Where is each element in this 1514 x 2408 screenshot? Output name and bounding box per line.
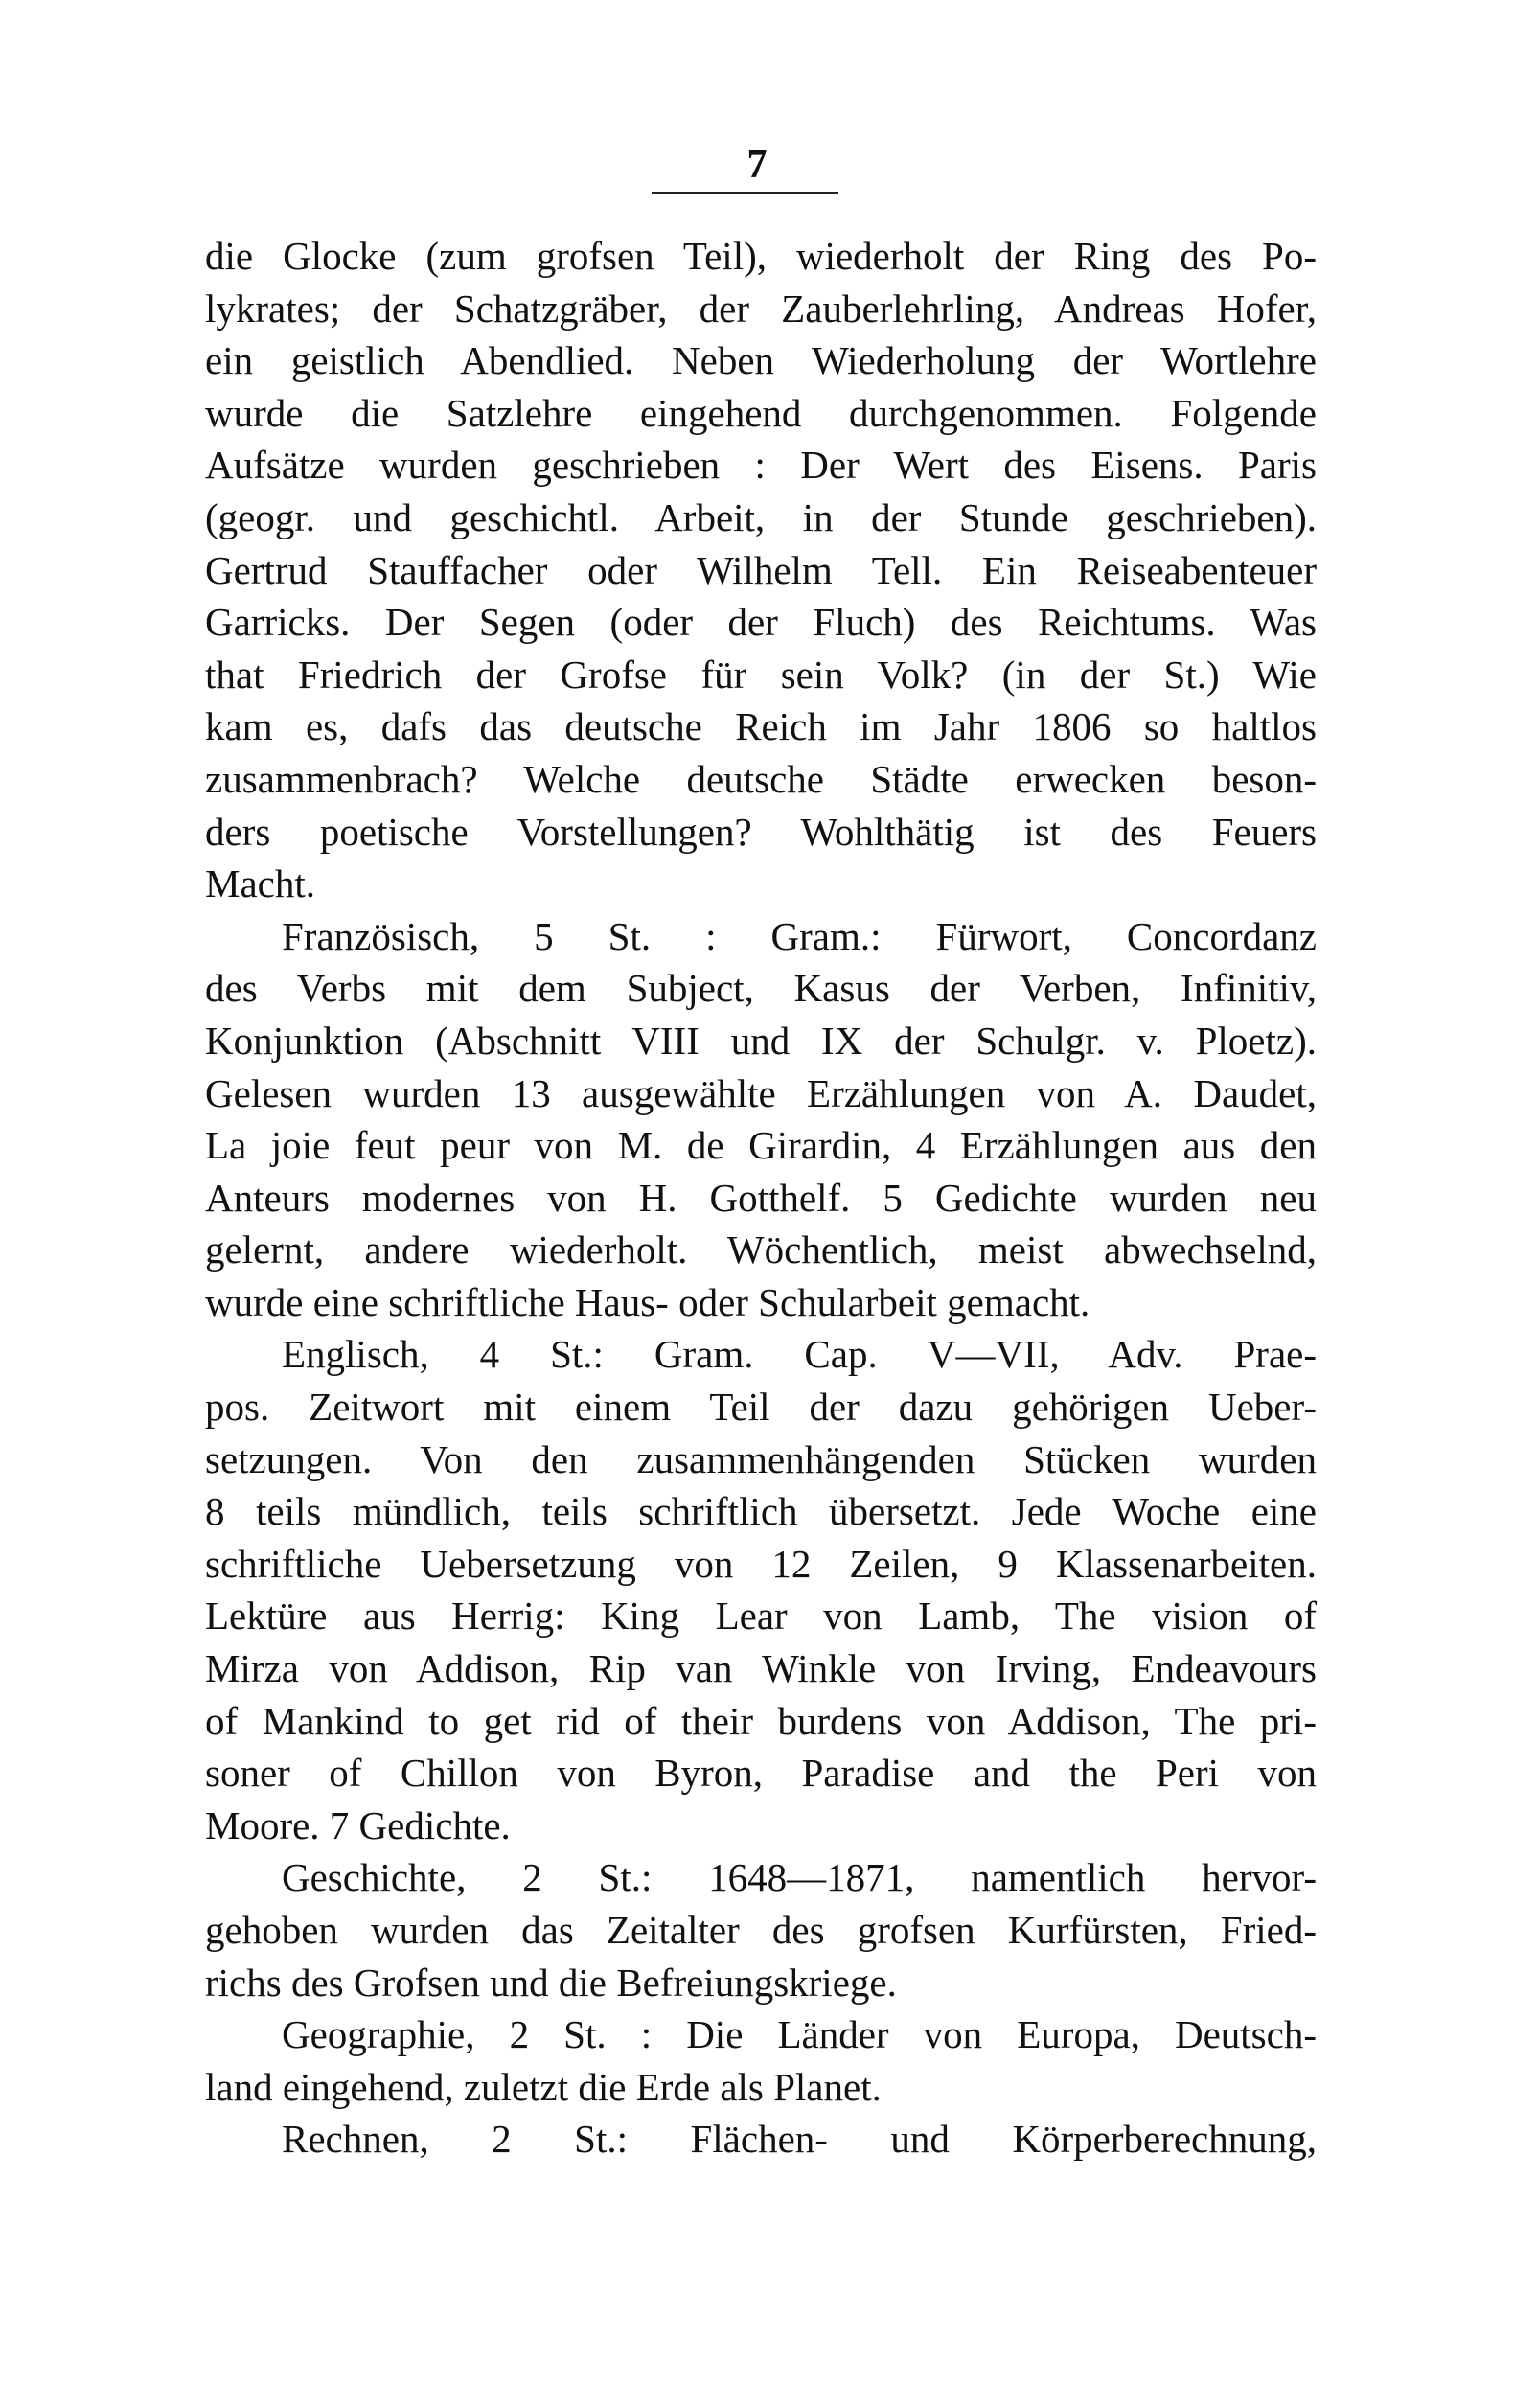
text-line: die Glocke (zum grofsen Teil), wiederholt der Ring des Po- (205, 234, 1317, 278)
text-line: Anteurs modernes von H. Gotthelf. 5 Gedichte wurden neu (205, 1175, 1317, 1220)
text-line: land eingehend, zuletzt die Erde als Planet. (205, 2064, 882, 2109)
text-line: Lektüre aus Herrig: King Lear von Lamb, The vision of (205, 1594, 1317, 1639)
text-line: of Mankind to get rid of their burdens von Addison, The pri- (205, 1698, 1317, 1743)
text-line: ein geistlich Abendlied. Neben Wiederholung der Wortlehre (205, 338, 1317, 383)
text-line: Konjunktion (Abschnitt VIII und IX der Schulgr. v. Ploetz). (205, 1018, 1317, 1063)
text-line: wurde eine schriftliche Haus- oder Schularbeit gemacht. (205, 1279, 1090, 1324)
section-heading-line: Englisch, 4 St.: Gram. Cap. V—VII, Adv. Prae- (282, 1332, 1317, 1377)
text-line: Aufsätze wurden geschrieben : Der Wert des Eisens. Paris (205, 443, 1317, 488)
page-number: 7 (746, 143, 768, 187)
text-line: La joie feut peur von M. de Girardin, 4 Erzählungen aus den (205, 1123, 1317, 1168)
text-line: Macht. (205, 861, 315, 906)
section-heading-line: Geschichte, 2 St.: 1648—1871, namentlich hervor- (282, 1855, 1317, 1900)
text-line: pos. Zeitwort mit einem Teil der dazu gehörigen Ueber- (205, 1385, 1317, 1430)
text-line: Moore. 7 Gedichte. (205, 1802, 511, 1847)
text-line: Gelesen wurden 13 ausgewählte Erzählungen von A. Daudet, (205, 1070, 1317, 1115)
section-heading-line: Geographie, 2 St. : Die Länder von Europa, Deutsch- (282, 2012, 1317, 2057)
text-line: kam es, dafs das deutsche Reich im Jahr 1806 so haltlos (205, 704, 1317, 749)
text-line: that Friedrich der Grofse für sein Volk? (in der St.) Wie (205, 652, 1317, 697)
section-heading-line: Französisch, 5 St. : Gram.: Fürwort, Concordanz (282, 913, 1317, 958)
text-line: soner of Chillon von Byron, Paradise and the Peri von (205, 1751, 1317, 1796)
text-line: lykrates; der Schatzgräber, der Zauberlehrling, Andreas Hofer, (205, 286, 1317, 331)
text-line: des Verbs mit dem Subject, Kasus der Verben, Infinitiv, (205, 966, 1317, 1011)
text-line: Garricks. Der Segen (oder der Fluch) des Reichtums. Was (205, 600, 1317, 645)
text-line: Gertrud Stauffacher oder Wilhelm Tell. Ein Reiseabenteuer (205, 547, 1317, 592)
text-line: richs des Grofsen und die Befreiungskriege. (205, 1960, 897, 2005)
text-line: ders poetische Vorstellungen? Wohlthätig ist des Feuers (205, 809, 1317, 854)
section-heading-line: Rechnen, 2 St.: Flächen- und Körperberechnung, (282, 2117, 1317, 2162)
text-line: setzungen. Von den zusammenhängenden Stücken wurden (205, 1436, 1317, 1481)
text-line: 8 teils mündlich, teils schriftlich übersetzt. Jede Woche eine (205, 1489, 1317, 1534)
text-line: zusammenbrach? Welche deutsche Städte erwecken beson- (205, 756, 1317, 801)
text-line: gelernt, andere wiederholt. Wöchentlich, meist abwechselnd, (205, 1227, 1317, 1273)
body-text (205, 230, 1317, 2166)
text-line: schriftliche Uebersetzung von 12 Zeilen, 9 Klassenarbeiten. (205, 1541, 1317, 1586)
text-line: (geogr. und geschichtl. Arbeit, in der Stunde geschrieben). (205, 494, 1317, 539)
text-line: wurde die Satzlehre eingehend durchgenommen. Folgende (205, 390, 1317, 435)
text-line: gehoben wurden das Zeitalter des grofsen Kurfürsten, Fried- (205, 1908, 1317, 1952)
page-number-rule (652, 192, 838, 194)
text-line: Mirza von Addison, Rip van Winkle von Irving, Endeavours (205, 1646, 1317, 1691)
